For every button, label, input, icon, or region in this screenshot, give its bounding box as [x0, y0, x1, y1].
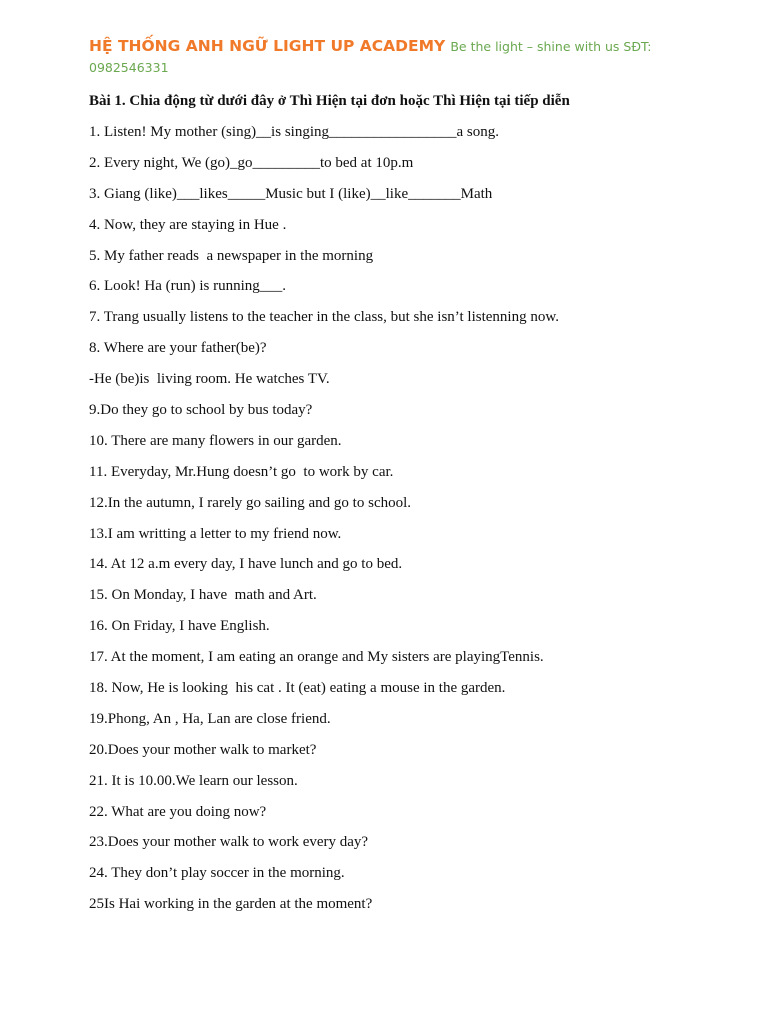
exercise-item: 19.Phong, An , Ha, Lan are close friend. — [89, 710, 331, 727]
exercise-item: 18. Now, He is looking his cat . It (eat) eating a mouse in the garden. — [89, 680, 506, 697]
document-page — [89, 36, 679, 925]
exercise-item: 11. Everyday, Mr.Hung doesn’t go to work by car. — [89, 463, 394, 480]
exercise-item: 3. Giang (like)___likes_____Music but I (like)__like_______Math — [89, 185, 493, 202]
exercise-item: 16. On Friday, I have English. — [89, 618, 270, 635]
exercise-item: 15. On Monday, I have math and Art. — [89, 587, 317, 604]
exercise-item: 6. Look! Ha (run) is running___. — [89, 278, 287, 295]
exercise-item: 8. Where are your father(be)? — [89, 340, 267, 357]
exercise-item: 1. Listen! My mother (sing)__is singing_________________a song. — [89, 124, 499, 140]
exercise-item: 25Is Hai working in the garden at the moment? — [89, 896, 373, 913]
exercise-item: 20.Does your mother walk to market? — [89, 741, 317, 758]
exercise-title: Bài 1. Chia động từ dưới đây ở Thì Hiện tại đơn hoặc Thì Hiện tại tiếp diễn — [89, 93, 570, 109]
exercise-item: 22. What are you doing now? — [89, 803, 267, 820]
exercise-item: 23.Does your mother walk to work every day? — [89, 834, 369, 851]
exercise-item: 17. At the moment, I am eating an orange and My sisters are playingTennis. — [89, 649, 544, 666]
exercise-item: 9.Do they go to school by bus today? — [89, 402, 313, 419]
exercise-item: 13.I am writting a letter to my friend now. — [89, 525, 342, 542]
exercise-item: 24. They don’t play soccer in the morning. — [89, 865, 345, 882]
exercise-item: -He (be)is living room. He watches TV. — [89, 371, 330, 388]
brand-name: HỆ THỐNG ANH NGỮ LIGHT UP ACADEMY — [89, 37, 446, 55]
brand-slogan-phone: Be the light – shine with us SĐT: 0982546331 — [89, 39, 652, 75]
exercise-item: 7. Trang usually listens to the teacher in the class, but she isn’t listenning now. — [89, 309, 559, 326]
exercise-item: 14. At 12 a.m every day, I have lunch and go to bed. — [89, 556, 403, 573]
exercise-item: 5. My father reads a newspaper in the morning — [89, 247, 374, 264]
exercise-item: 10. There are many flowers in our garden. — [89, 432, 342, 449]
exercise-item: 12.In the autumn, I rarely go sailing and go to school. — [89, 494, 412, 511]
exercise-item: 21. It is 10.00.We learn our lesson. — [89, 772, 298, 789]
exercise-item: 2. Every night, We (go)_go_________to bed at 10p.m — [89, 154, 414, 171]
document-header — [89, 36, 679, 78]
exercise-list — [89, 122, 679, 925]
exercise-item: 4. Now, they are staying in Hue . — [89, 216, 287, 233]
